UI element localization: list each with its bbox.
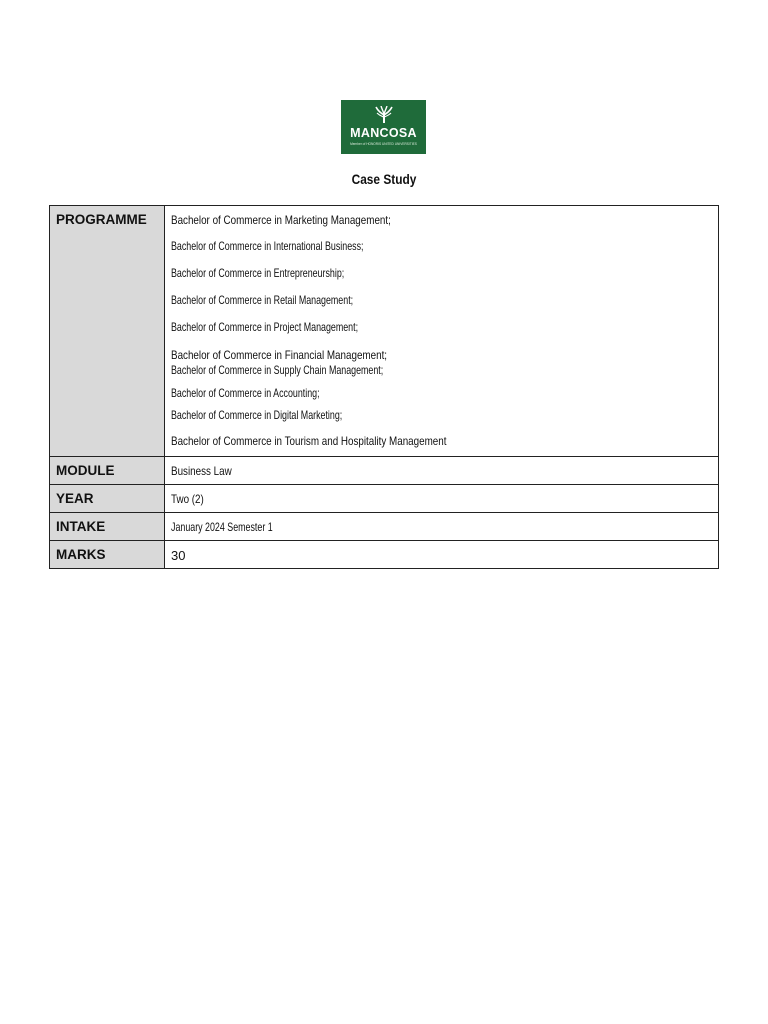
programme-item: Bachelor of Commerce in International Business; — [171, 239, 364, 253]
programme-item: Bachelor of Commerce in Project Management; — [171, 320, 359, 334]
module-label: MODULE — [50, 457, 165, 485]
marks-value: 30 — [171, 548, 186, 563]
programme-item: Bachelor of Commerce in Accounting; — [171, 386, 320, 400]
year-label: YEAR — [50, 485, 165, 513]
logo-tagline: Member of HONORIS UNITED UNIVERSITIES — [350, 142, 417, 146]
intake-label: INTAKE — [50, 513, 165, 541]
programme-item: Bachelor of Commerce in Supply Chain Management; — [171, 363, 384, 377]
year-value: Two (2) — [171, 492, 204, 506]
programme-list — [165, 206, 719, 457]
module-value-cell — [165, 457, 719, 485]
year-value-cell — [165, 485, 719, 513]
programme-item: Bachelor of Commerce in Tourism and Hospitality Management — [171, 434, 447, 448]
intake-value: January 2024 Semester 1 — [171, 520, 273, 534]
programme-item: Bachelor of Commerce in Marketing Management; — [171, 213, 391, 227]
document-title: Case Study — [351, 171, 417, 187]
programme-item: Bachelor of Commerce in Financial Management; — [171, 348, 388, 362]
marks-value-cell — [165, 541, 719, 569]
intake-value-cell — [165, 513, 719, 541]
marks-label: MARKS — [50, 541, 165, 569]
year-row — [50, 485, 719, 513]
marks-row — [50, 541, 719, 569]
module-row — [50, 457, 719, 485]
mancosa-logo — [341, 100, 426, 154]
tree-logo-icon — [373, 106, 395, 124]
programme-item: Bachelor of Commerce in Digital Marketing; — [171, 408, 343, 422]
intake-row — [50, 513, 719, 541]
programme-item: Bachelor of Commerce in Retail Management; — [171, 293, 354, 307]
programme-item: Bachelor of Commerce in Entrepreneurship; — [171, 266, 345, 280]
programme-label: PROGRAMME — [50, 206, 165, 457]
module-value: Business Law — [171, 464, 232, 478]
programme-row — [50, 206, 719, 457]
logo-wordmark: MANCOSA — [350, 126, 417, 140]
programme-info-table — [49, 205, 719, 569]
